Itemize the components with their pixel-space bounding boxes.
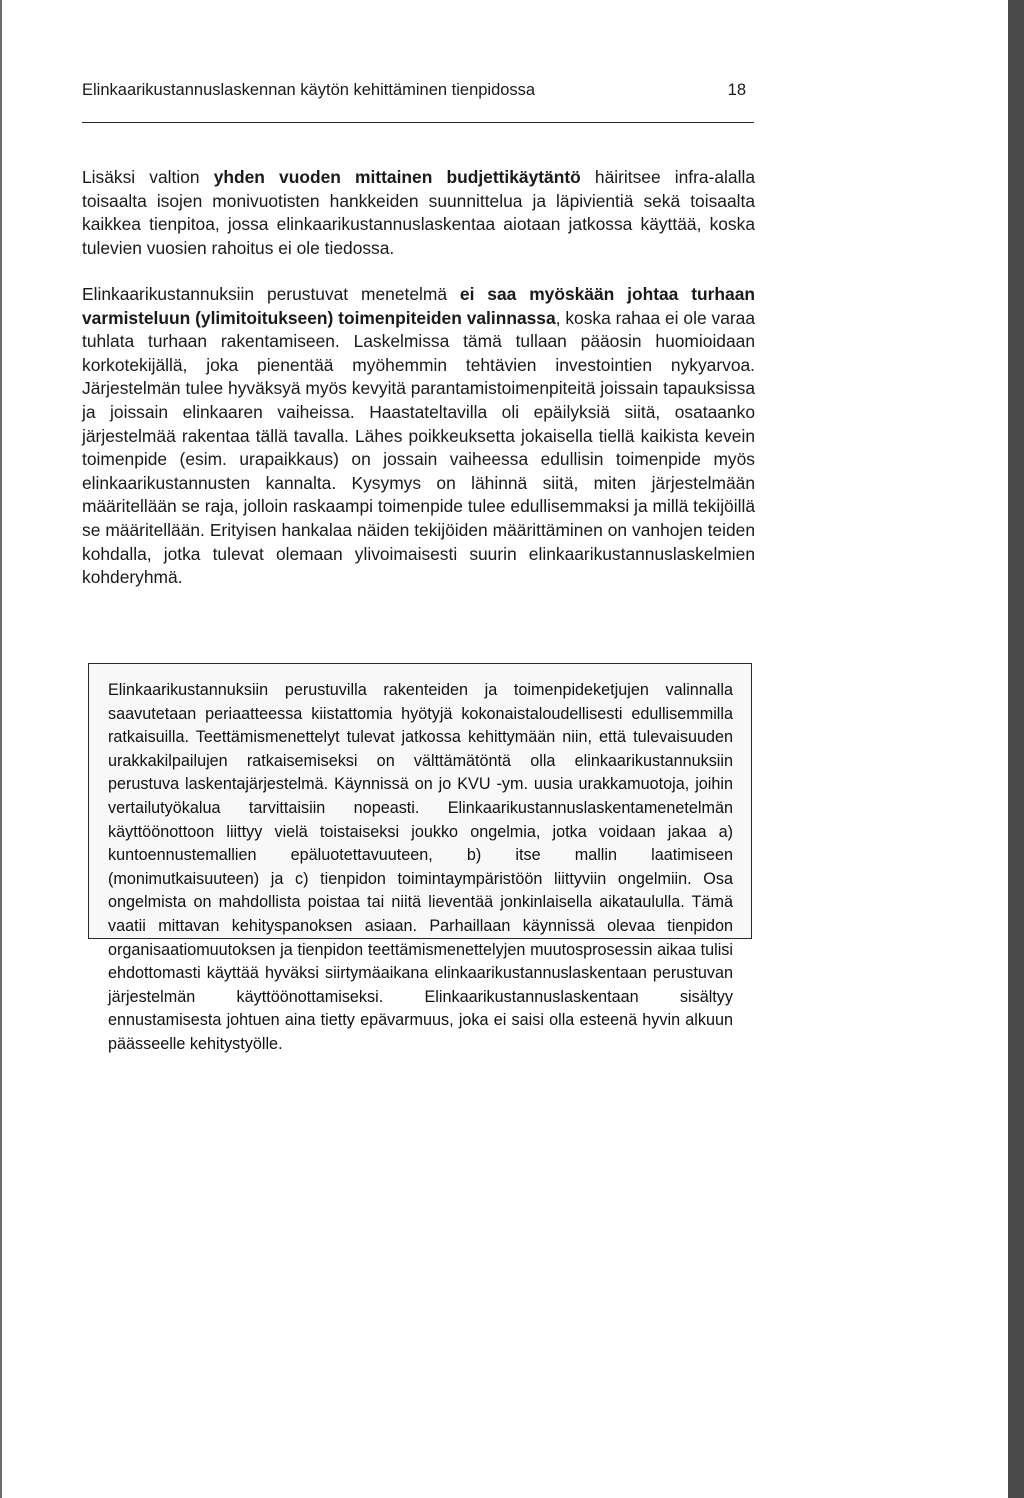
document-page [2, 0, 1014, 1498]
header-title: Elinkaarikustannuslaskennan käytön kehittäminen tienpidossa [82, 81, 536, 99]
paragraph-text: Lisäksi valtion [82, 167, 214, 187]
paragraph-budget-practice [82, 166, 755, 260]
page-number: 18 [727, 81, 746, 99]
paragraph-emphasis: ei saa myöskään johtaa turhaan varmisteluun (ylimitoitukseen) toimenpiteiden valinnassa [82, 284, 755, 328]
paragraph-over-dimensioning [82, 283, 755, 590]
paragraph-text: häiritsee infra-alalla toisaalta isojen monivuotisten hankkeiden suunnittelua ja läpivientiä sekä toisaalta kaikkea tienpitoa, jossa elinkaarikustannuslaskentaa aiotaan jatkossa käyttää, koska tulevien vuosien rahoitus ei ole tiedossa. [82, 167, 755, 258]
summary-text: Elinkaarikustannuksiin perustuvilla rakenteiden ja toimenpideketjujen valinnalla saavutetaan periaatteessa kiistattomia hyötyjä kokonaistaloudellisesti edullisemmilla ratkaisuilla. Teettämismenettelyt tulevat jatkossa kehittymään niin, että tulevaisuuden urakkakilpailujen ratkaisemiseksi on välttämätöntä olla elinkaarikustannuksiin perustuva laskentajärjestelmä. Käynnissä on jo KVU -ym. uusia urakkamuotoja, joihin vertailutyökalua tarvittaisiin nopeasti. Elinkaarikustannuslaskentamenetelmän käyttöönottoon liittyy vielä toistaiseksi joukko ongelmia, jotka voidaan jakaa a) kuntoennustemallien epäluotettavuuteen, b) itse mallin laatimiseen (monimutkaisuuteen) ja c) tienpidon toimintaympäristöön liittyviin ongelmiin. Osa ongelmista on mahdollista poistaa tai niitä lieventää jonkinlaisella aikataululla. Tämä vaatii mittavan kehityspanoksen asiaan. Parhaillaan käynnissä olevaa tienpidon organisaatiomuutoksen ja tienpidon teettämismenettelyjen muutosprosessin aikaa tulisi ehdottomasti käyttää hyväksi siirtymäaikana elinkaarikustannuslaskentaan perustuvan järjestelmän käyttöönottamiseksi. Elinkaarikustannuslaskentaan sisältyy ennustamisesta johtuen aina tietty epävarmuus, joka ei saisi olla esteenä hyvin alkuun päässeelle kehitystyölle. [108, 681, 733, 1053]
scan-edge [1008, 0, 1024, 1498]
summary-box [88, 663, 752, 1053]
running-header [82, 78, 746, 102]
paragraph-text: Elinkaarikustannuksiin perustuvat menetelmä [82, 284, 460, 304]
paragraph-text: , koska rahaa ei ole varaa tuhlata turhaan rakentamiseen. Laskelmissa tämä tullaan pääosin huomioidaan korkotekijällä, joka pienentää myöhemmin tehtävien investointien nykyarvoa. Järjestelmän tulee hyväksyä myös kevyitä parantamistoimenpiteitä joissain tapauksissa ja joissain elinkaaren vaiheissa. Haastateltavilla oli epäilyksiä siitä, osataanko järjestelmää rakentaa tällä tavalla. Lähes poikkeuksetta jokaisella tiellä kaikista kevein toimenpide (esim. urapaikkaus) on jossain vaiheessa edullisin toimenpide myös elinkaarikustannusten kannalta. Kysymys on lähinnä siitä, miten järjestelmään määritellään se raja, jolloin raskaampi toimenpide tulee edullisemmaksi ja millä tekijöillä se määritellään. Erityisen hankalaa näiden tekijöiden määrittäminen on vanhojen teiden kohdalla, jotka tulevat olemaan ylivoimaisesti suurin elinkaarikustannuslaskelmien kohderyhmä. [82, 307, 755, 588]
header-divider [82, 122, 754, 123]
paragraph-emphasis: yhden vuoden mittainen budjettikäytäntö [213, 167, 581, 187]
